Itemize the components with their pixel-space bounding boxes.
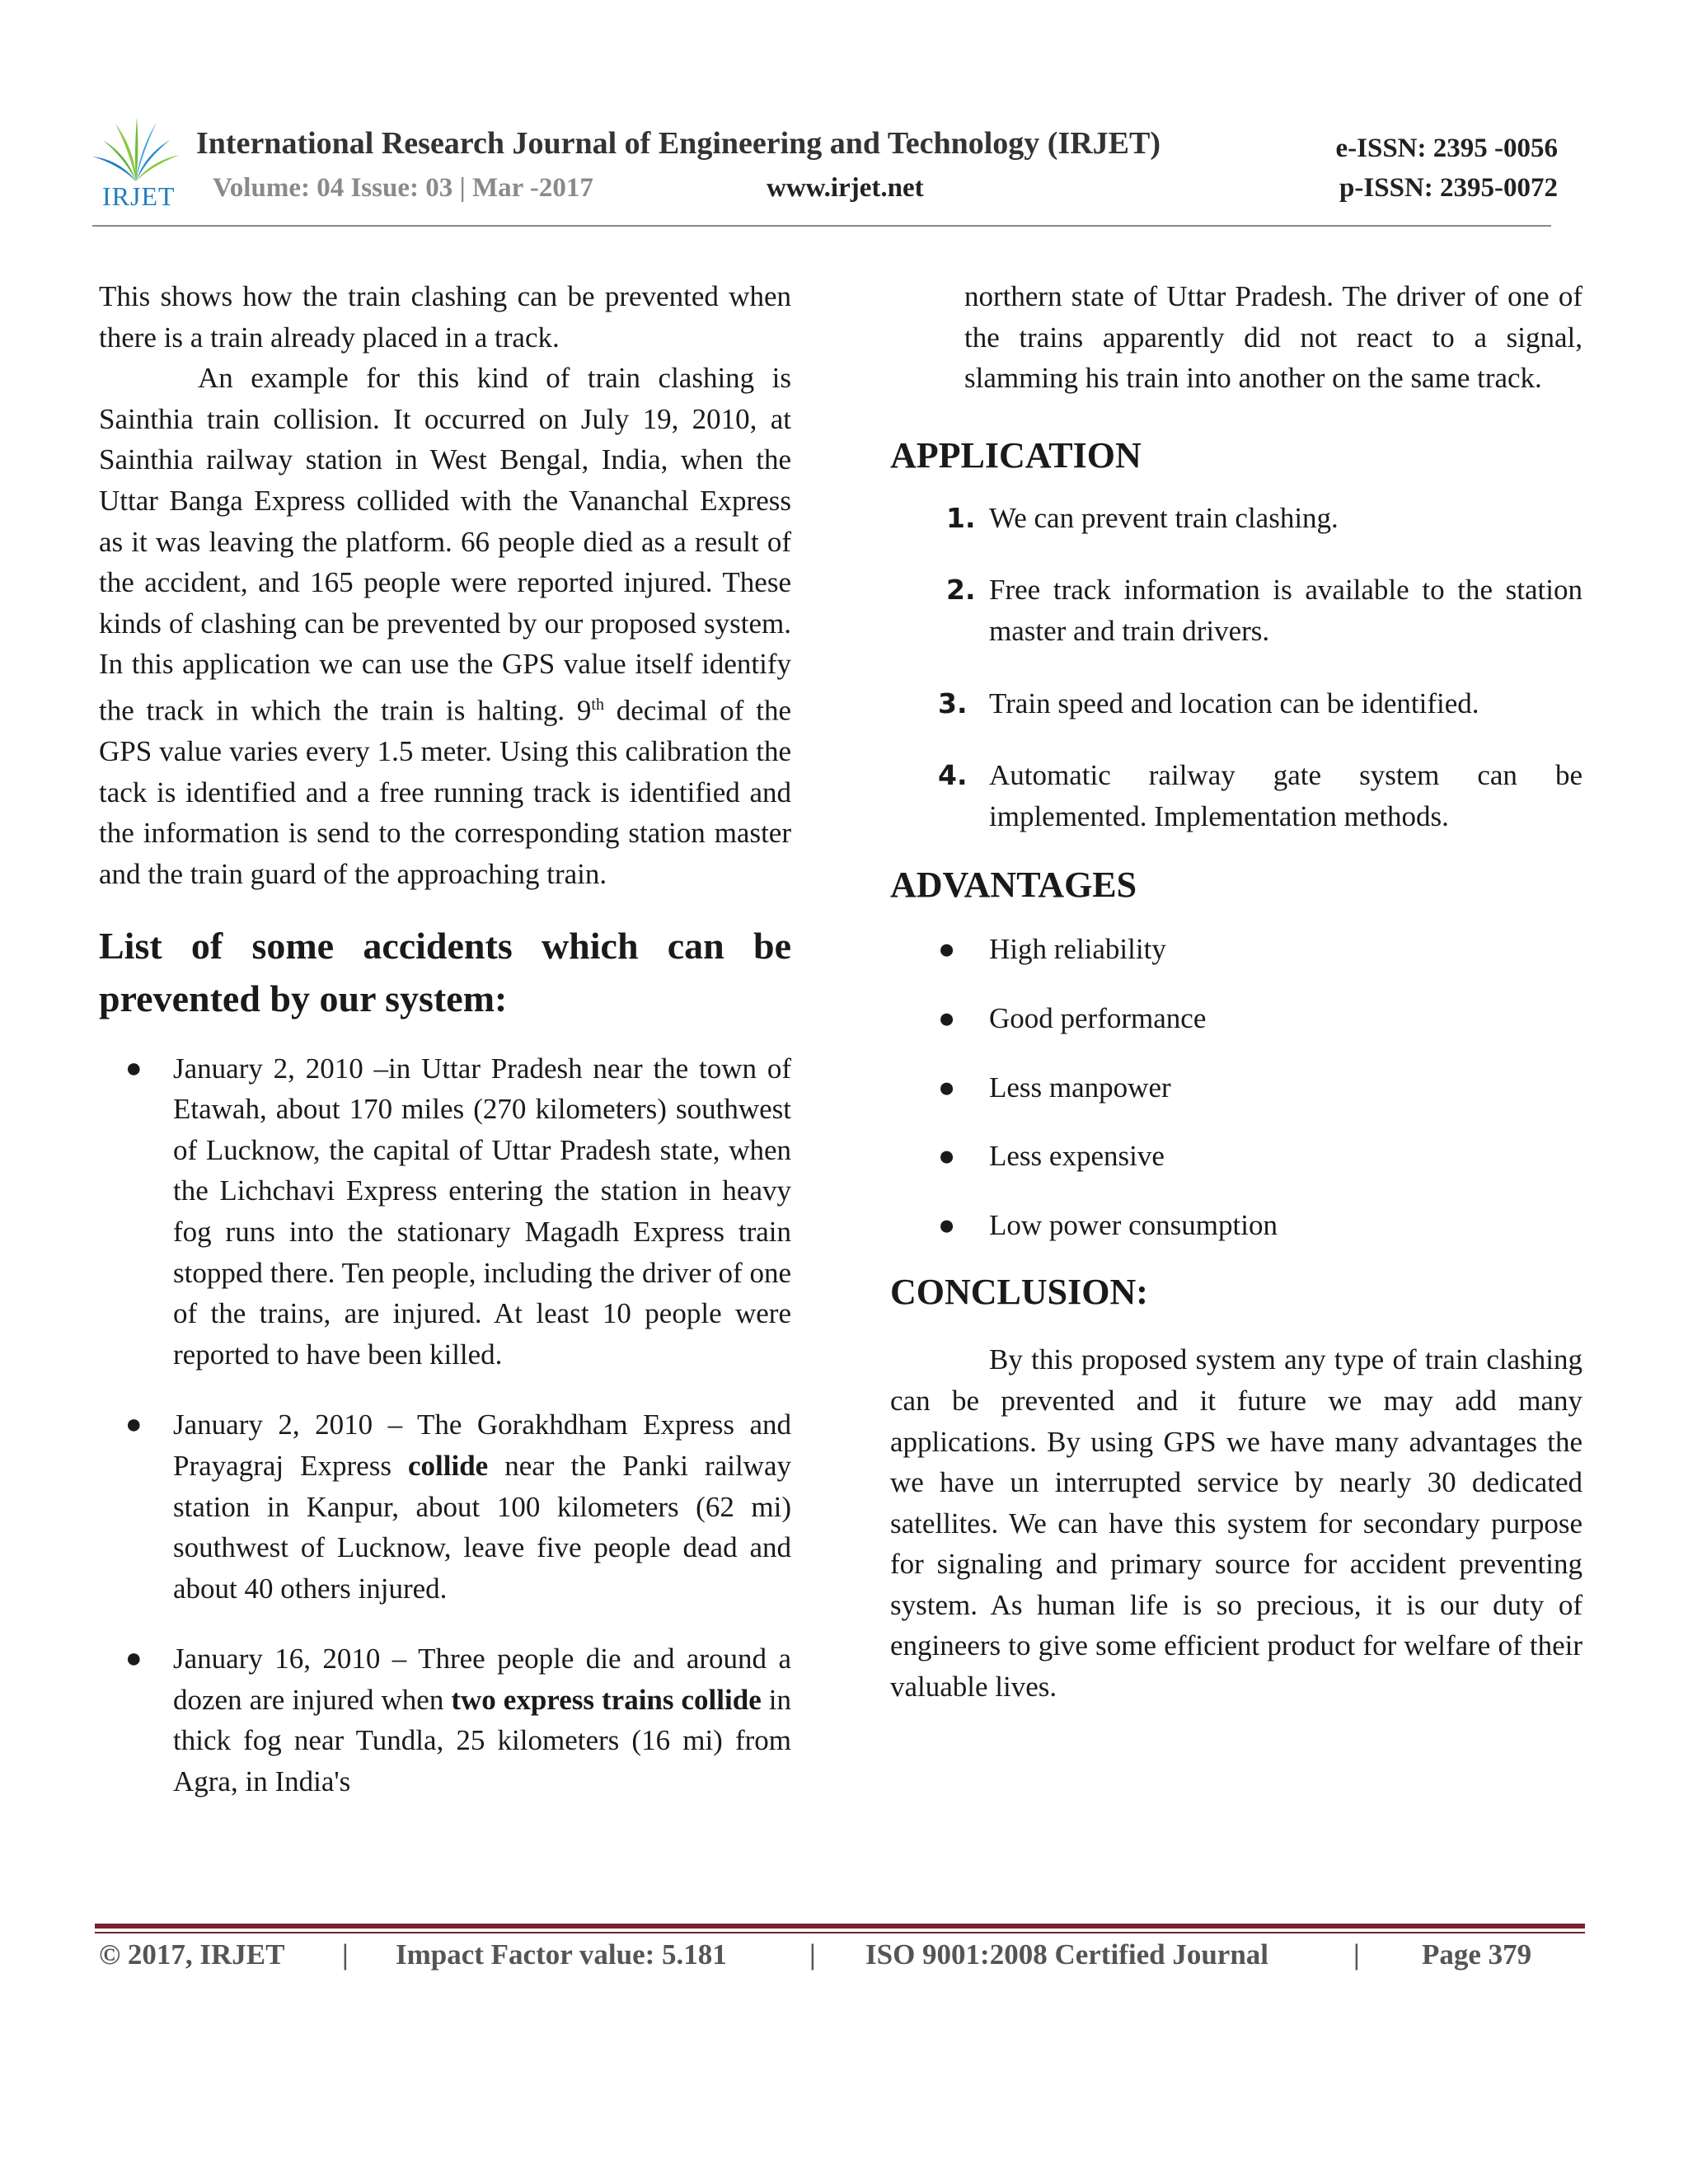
footer-copyright: © 2017, IRJET bbox=[99, 1938, 285, 1971]
footer-impact-factor: Impact Factor value: 5.181 bbox=[396, 1938, 727, 1971]
e-issn: e-ISSN: 2395 -0056 bbox=[1335, 134, 1558, 163]
bullet-icon: ● bbox=[938, 1140, 956, 1173]
list-item-text: Automatic railway gate system can be implemented. Implementation methods. bbox=[989, 759, 1582, 832]
list-item-text: Free track information is available to the station master and train drivers. bbox=[989, 574, 1582, 647]
journal-website[interactable]: www.irjet.net bbox=[767, 173, 924, 203]
list-item-text: High reliability bbox=[989, 933, 1166, 966]
list-item-text: We can prevent train clashing. bbox=[989, 501, 1339, 534]
list-item bbox=[890, 498, 1582, 539]
logo-text: IRJET bbox=[102, 181, 176, 211]
section-heading-application: APPLICATION bbox=[890, 434, 1142, 476]
footer-divider-thick bbox=[95, 1924, 1585, 1929]
paragraph-text: An example for this kind of train clashing is Sainthia train collision. It occurred on July 19, 2010, at Sainthia railway station in West Bengal, India, when the Uttar Banga Express collided with the Vananchal Express as it was leaving the platform. 66 people died as a result of the accident, and 165 people were reported injured. These kinds of clashing can be prevented by our proposed system. In this application we can use the GPS value itself identify the track in which the train is halting. 9 bbox=[99, 362, 791, 727]
section-heading-conclusion: CONCLUSION: bbox=[890, 1272, 1148, 1313]
list-number: 4. bbox=[938, 759, 968, 792]
bold-text: collide bbox=[407, 1449, 489, 1482]
list-item-text: January 16, 2010 – Three people die and around a dozen are injured when bbox=[173, 1643, 791, 1716]
list-item-text: January 2, 2010 –in Uttar Pradesh near the town of Etawah, about 170 miles (270 kilometers) southwest of Lucknow, the capital of Uttar Pradesh state, when the Lichchavi Express entering the station in heavy fog runs into the stationary Magadh Express train stopped there. Ten people, including the driver of one of the trains, are injured. At least 10 people were reported to have been killed. bbox=[173, 1052, 791, 1371]
section-heading-accidents: List of some accidents which can be prevented by our system: bbox=[99, 924, 791, 1019]
paragraph-intro: This shows how the train clashing can be prevented when there is a train already placed in a track. bbox=[99, 280, 791, 354]
list-item-text: near the Panki railway station in Kanpur, about 100 kilometers (62 mi) southwest of Lucknow, leave five people dead and about 40 others injured. bbox=[173, 1449, 791, 1605]
list-number: 2. bbox=[946, 574, 976, 607]
bullet-icon: ● bbox=[938, 1001, 956, 1034]
p-issn: p-ISSN: 2395-0072 bbox=[1339, 173, 1558, 203]
bullet-icon: ● bbox=[125, 1643, 143, 1675]
list-item bbox=[890, 1067, 1582, 1108]
application-list bbox=[890, 498, 1582, 837]
list-item bbox=[890, 998, 1582, 1039]
paragraph-text: decimal of the GPS value varies every 1.5 meter. Using this calibration the tack is identified and a free running track is identified and the information is send to the corresponding station master and the train guard of the approaching train. bbox=[99, 694, 791, 890]
footer-separator: | bbox=[1353, 1938, 1360, 1971]
superscript: th bbox=[591, 695, 604, 714]
bullet-icon: ● bbox=[125, 1409, 143, 1441]
footer-page-number: Page 379 bbox=[1422, 1938, 1532, 1971]
bullet-icon: ● bbox=[125, 1052, 143, 1084]
list-item-text: Train speed and location can be identified. bbox=[989, 687, 1479, 719]
bullet-icon: ● bbox=[938, 1208, 956, 1241]
list-item bbox=[890, 683, 1582, 724]
footer-separator: | bbox=[342, 1938, 349, 1971]
journal-title: International Research Journal of Engineering and Technology (IRJET) bbox=[196, 126, 1161, 161]
volume-issue: Volume: 04 Issue: 03 | Mar -2017 bbox=[213, 173, 593, 203]
list-item bbox=[890, 1205, 1582, 1246]
left-column bbox=[99, 276, 791, 1802]
accident-list bbox=[99, 1048, 791, 1802]
list-item bbox=[890, 755, 1582, 837]
footer-iso: ISO 9001:2008 Certified Journal bbox=[865, 1938, 1269, 1971]
list-item bbox=[890, 569, 1582, 651]
list-item-text: in thick fog near Tundla, 25 kilometers (16 mi) from Agra, in India's bbox=[173, 1683, 791, 1798]
list-number: 3. bbox=[938, 687, 968, 719]
list-item-text: January 2, 2010 – The Gorakhdham Express and Prayagraj Express bbox=[173, 1408, 791, 1482]
bold-text: two express trains collide bbox=[451, 1683, 762, 1716]
section-heading-advantages: ADVANTAGES bbox=[890, 865, 1137, 906]
irjet-logo bbox=[91, 115, 181, 214]
list-item bbox=[99, 1638, 791, 1802]
list-item-text: Low power consumption bbox=[989, 1208, 1278, 1241]
list-item bbox=[99, 1404, 791, 1609]
paragraph-continued: northern state of Uttar Pradesh. The driver of one of the trains apparently did not react to a signal, slamming his train into another on the same track. bbox=[964, 280, 1582, 395]
list-item bbox=[890, 929, 1582, 970]
list-item-text: Less manpower bbox=[989, 1071, 1171, 1104]
header-divider bbox=[92, 225, 1551, 227]
bullet-icon: ● bbox=[938, 933, 956, 966]
list-number: 1. bbox=[946, 501, 976, 534]
bullet-icon: ● bbox=[938, 1071, 956, 1104]
list-item-text: Less expensive bbox=[989, 1140, 1165, 1173]
leaf-logo-icon bbox=[91, 115, 181, 190]
advantages-list bbox=[890, 929, 1582, 1245]
footer-divider-thin bbox=[95, 1932, 1585, 1933]
footer-separator: | bbox=[809, 1938, 816, 1971]
paragraph-sainthia bbox=[99, 358, 791, 894]
right-column bbox=[890, 276, 1582, 1708]
list-item-text: Good performance bbox=[989, 1001, 1207, 1034]
list-item bbox=[99, 1048, 791, 1376]
list-item bbox=[890, 1136, 1582, 1177]
paragraph-conclusion: By this proposed system any type of train clashing can be prevented and it future we may add many applications. By using GPS we have many advantages the we have un interrupted service by nearly 30 dedicated satellites. We can have this system for secondary purpose for signaling and primary source for accident preventing system. As human life is so precious, it is our duty of engineers to give some efficient product for welfare of their valuable lives. bbox=[890, 1343, 1582, 1704]
page-header bbox=[91, 115, 1558, 231]
